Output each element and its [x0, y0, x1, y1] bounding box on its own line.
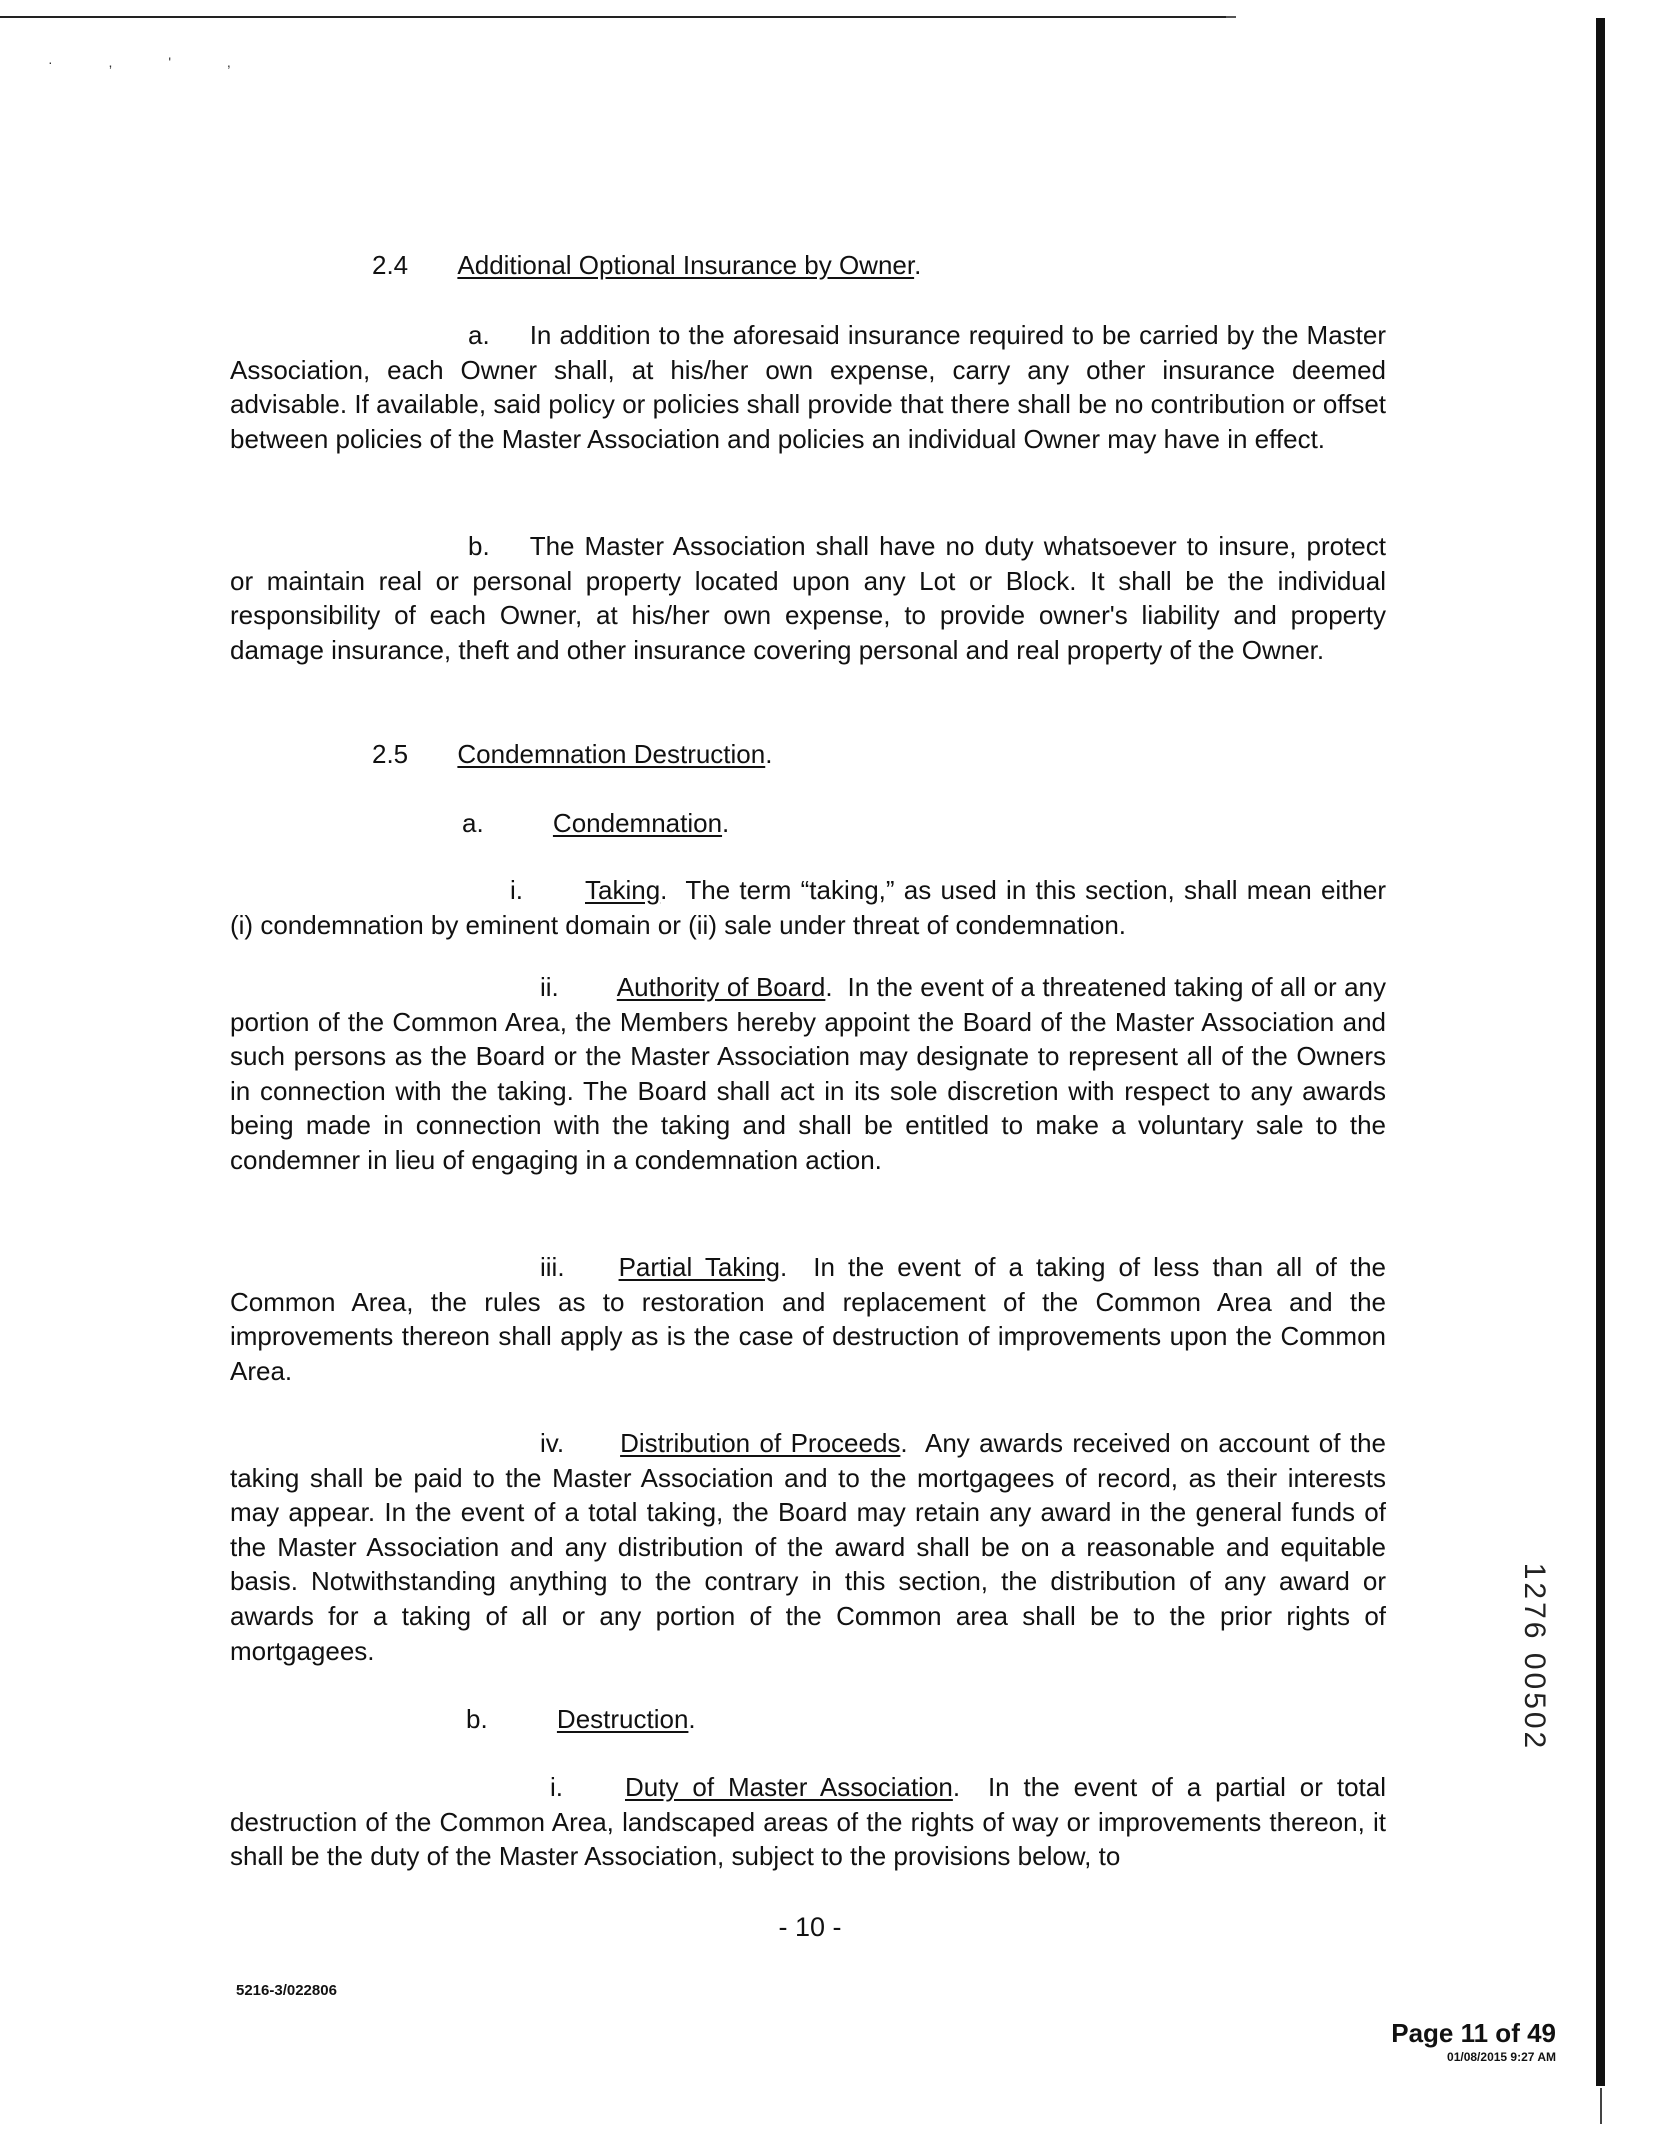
item-title: Partial Taking	[618, 1252, 780, 1282]
subsection-b-heading: b. Destruction.	[466, 1704, 696, 1734]
item-marker: iv.	[540, 1428, 565, 1458]
paragraph-text: In addition to the aforesaid insurance required to be carried by the Master Association, each Owner shall, at his/her own expense, carry any other insurance deemed advisable. If available, said policy or policies shall provide that there shall be no contribution or offset between policies of the Master Association and policies an individual Owner may have in effect.	[230, 320, 1386, 454]
scan-specks: · , ' ,	[48, 54, 257, 70]
paragraph-2-4-b	[230, 529, 1386, 667]
paragraph-2-4-a	[230, 318, 1386, 456]
item-a-iv-distribution: iv. Distribution of Proceeds. Any awards received on account of the taking shall be paid to the Master Association and to the mortgagees of record, as their interests may appear. In the event of a total taking, the Board may retain any award in the general funds of the Master Association and any distribution of the award shall be on a reasonable and equitable basis. Notwithstanding anything to the contrary in this section, the distribution of any award or awards for a taking of all or any portion of the Common area shall be to the prior rights of mortgagees.	[230, 1428, 1386, 1666]
item-a-iii-partial-taking: iii. Partial Taking. In the event of a taking of less than all of the Common Area, the rules as to restoration and replacement of the Common Area and the improvements thereon shall apply as is the case of destruction of improvements upon the Common Area.	[230, 1252, 1386, 1386]
item-title: Duty of Master Association	[625, 1772, 953, 1802]
document-code: 5216-3/022806	[236, 1982, 337, 1999]
section-title: Condemnation Destruction	[457, 739, 766, 769]
item-title: Taking	[585, 875, 661, 905]
item-text: The term “taking,” as used in this section, shall mean either (i) condemnation by eminent domain or (ii) sale under threat of condemnation.	[230, 875, 1386, 940]
section-2-4-heading: 2.4 Additional Optional Insurance by Owner.	[372, 250, 922, 280]
item-a-ii-authority: ii. Authority of Board. In the event of a threatened taking of all or any portion of the Common Area, the Members hereby appoint the Board of the Master Association and such persons as the Board or the Master Association may designate to represent all of the Owners in connection with the taking. The Board shall act in its sole discretion with respect to any awards being made in connection with the taking and shall be entitled to make a voluntary sale to the condemner in lieu of engaging in a condemnation action.	[230, 972, 1387, 1175]
section-number: 2.4	[372, 250, 409, 280]
item-text: In the event of a threatened taking of all or any portion of the Common Area, the Members hereby appoint the Board of the Master Association and such persons as the Board or the Master Association may designate to represent all of the Owners in connection with the taking. The Board shall act in its sole discretion with respect to any awards being made in connection with the taking and shall be entitled to make a voluntary sale to the condemner in lieu of engaging in a condemnation action.	[230, 972, 1387, 1175]
paragraph-marker: b.	[468, 531, 490, 561]
section-2-5-heading: 2.5 Condemnation Destruction.	[372, 739, 773, 769]
scan-edge-bar	[1596, 18, 1605, 2086]
item-marker: i.	[510, 875, 523, 905]
recording-timestamp: 01/08/2015 9:27 AM	[1447, 2050, 1556, 2064]
paragraph-marker: a.	[468, 320, 490, 350]
item-marker: i.	[550, 1772, 563, 1802]
item-text: In the event of a partial or total destruction of the Common Area, landscaped areas of the rights of way or improvements thereon, it shall be the duty of the Master Association, subject to the provisions below, to	[230, 1772, 1386, 1872]
top-rule	[0, 16, 1232, 18]
scan-edge-tick	[1600, 2088, 1602, 2124]
subsection-a-heading: a. Condemnation.	[462, 808, 730, 838]
item-text: Any awards received on account of the taking shall be paid to the Master Association and to the mortgagees of record, as their interests may appear. In the event of a total taking, the Board may retain any award in the general funds of the Master Association and any distribution of the award shall be on a reasonable and equitable basis. Notwithstanding anything to the contrary in this section, the distribution of any award or awards for a taking of all or any portion of the Common area shall be to the prior rights of mortgagees.	[230, 1428, 1386, 1666]
paragraph-text: The Master Association shall have no duty whatsoever to insure, protect or maintain real or personal property located upon any Lot or Block. It shall be the individual responsibility of each Owner, at his/her own expense, to provide owner's liability and property damage insurance, theft and other insurance covering personal and real property of the Owner.	[230, 531, 1386, 665]
page-of-count: Page 11 of 49	[1391, 2018, 1556, 2048]
item-title: Distribution of Proceeds	[620, 1428, 901, 1458]
subsection-marker: b.	[466, 1704, 488, 1734]
item-b-i-duty: i. Duty of Master Association. In the event of a partial or total destruction of the Common Area, landscaped areas of the rights of way or improvements thereon, it shall be the duty of the Master Association, subject to the provisions below, to	[230, 1772, 1386, 1872]
subsection-title: Destruction	[556, 1704, 689, 1734]
recording-stamp	[1514, 1532, 1554, 1782]
recording-stamp-text: 1276 00502	[1518, 1562, 1551, 1752]
item-a-i-taking: i. Taking. The term “taking,” as used in this section, shall mean either (i) condemnation by eminent domain or (ii) sale under threat of condemnation.	[230, 875, 1386, 940]
item-text: In the event of a taking of less than all of the Common Area, the rules as to restoration and replacement of the Common Area and the improvements thereon shall apply as is the case of destruction of improvements upon the Common Area.	[230, 1252, 1386, 1386]
item-marker: iii.	[540, 1252, 565, 1282]
section-title: Additional Optional Insurance by Owner	[457, 250, 915, 280]
page-number: - 10 -	[778, 1912, 842, 1942]
subsection-marker: a.	[462, 808, 484, 838]
top-rule-tail	[1226, 16, 1236, 18]
item-marker: ii.	[540, 972, 559, 1002]
item-title: Authority of Board	[616, 972, 826, 1002]
section-number: 2.5	[372, 739, 409, 769]
subsection-title: Condemnation	[552, 808, 723, 838]
